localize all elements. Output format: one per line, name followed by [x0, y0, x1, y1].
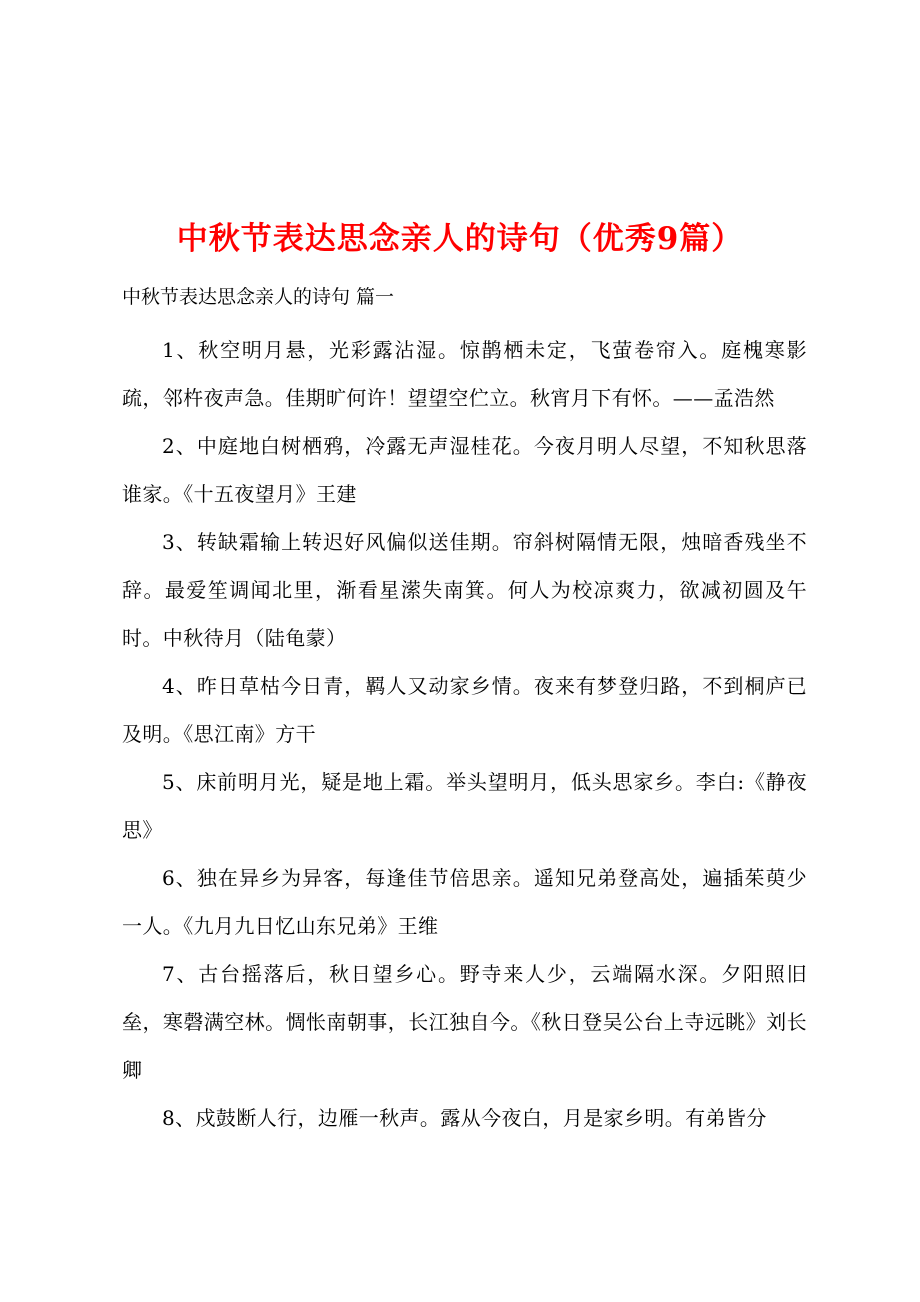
poem-item-4: 4、昨日草枯今日青，羁人又动家乡情。夜来有梦登归路，不到桐庐已及明。《思江南》方干 [122, 674, 807, 746]
section-heading: 中秋节表达思念亲人的诗句 篇一 [122, 286, 395, 308]
poem-item-2: 2、中庭地白树栖鸦，冷露无声湿桂花。今夜月明人尽望，不知秋思落谁家。《十五夜望月》王建 [122, 434, 807, 506]
document-title: 中秋节表达思念亲人的诗句（优秀9篇） [176, 220, 744, 257]
poem-item-8: 8、戍鼓断人行，边雁一秋声。露从今夜白，月是家乡明。有弟皆分 [162, 1106, 767, 1130]
poem-item-6: 6、独在异乡为异客，每逢佳节倍思亲。遥知兄弟登高处，遍插茱萸少一人。《九月九日忆山东兄弟》王维 [122, 866, 807, 938]
poem-item-7: 7、古台摇落后，秋日望乡心。野寺来人少，云端隔水深。夕阳照旧垒，寒磬满空林。惆怅南朝事，长江独自今。《秋日登吴公台上寺远眺》刘长卿 [122, 962, 807, 1082]
poem-item-5: 5、床前明月光，疑是地上霜。举头望明月，低头思家乡。李白:《静夜思》 [122, 770, 807, 842]
poem-item-3: 3、转缺霜输上转迟好风偏似送佳期。帘斜树隔情无限，烛暗香残坐不辞。最爱笙调闻北里，渐看星潆失南箕。何人为校凉爽力，欲减初圆及午时。中秋待月（陆龟蒙） [122, 530, 807, 650]
document-body [122, 282, 807, 1142]
poem-item-1: 1、秋空明月悬，光彩露沾湿。惊鹊栖未定，飞萤卷帘入。庭槐寒影疏，邻杵夜声急。佳期旷何许！望望空伫立。秋宵月下有怀。——孟浩然 [122, 338, 807, 410]
